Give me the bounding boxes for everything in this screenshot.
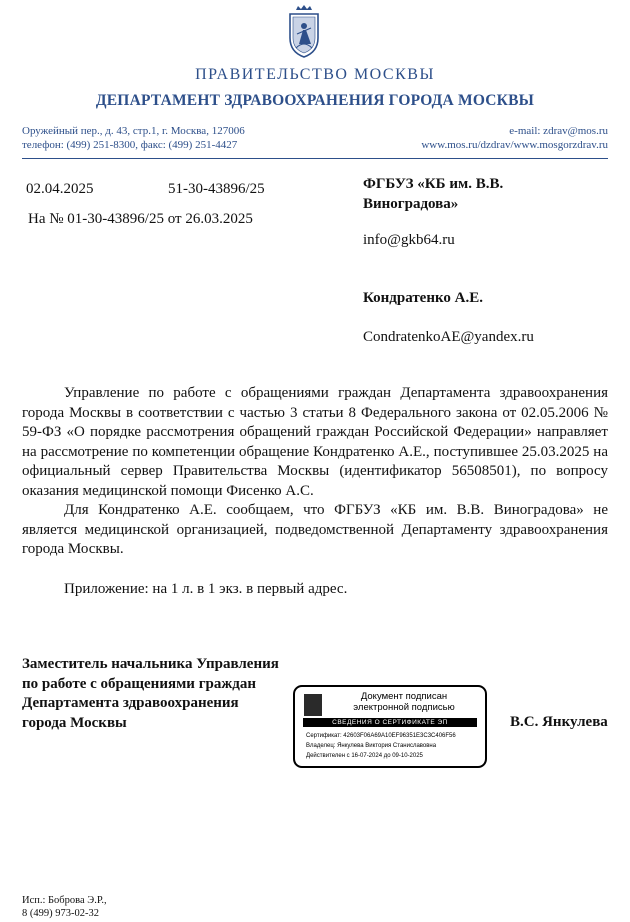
moscow-coat-of-arms-icon: [287, 4, 321, 58]
electronic-signature-stamp: [293, 685, 487, 768]
department-title: ДЕПАРТАМЕНТ ЗДРАВООХРАНЕНИЯ ГОРОДА МОСКВЫ: [95, 92, 535, 109]
reference-number: На № 01-30-43896/25 от 26.03.2025: [28, 211, 253, 227]
stamp-certificate: Сертификат: 42603F06A69A10EF96351E3C3C406F56: [306, 733, 456, 739]
executor-info: [22, 894, 107, 920]
recipient-organization-line: Виноградова»: [363, 196, 459, 212]
signatory-name: В.С. Янкулева: [510, 714, 608, 730]
phone-fax-line: телефон: (499) 251-8300, факс: (499) 251-4427: [22, 139, 238, 151]
signatory-title-line: Департамента здравоохранения: [22, 695, 239, 711]
department-contacts: [421, 124, 608, 152]
recipient-organization: [363, 174, 503, 214]
recipient-person-email: CondratenkoAE@yandex.ru: [363, 329, 534, 345]
recipient-person: Кондратенко А.Е.: [363, 290, 484, 306]
signatory-title-line: Заместитель начальника Управления: [22, 656, 279, 672]
registration-number: 51-30-43896/25: [168, 181, 265, 197]
body-paragraph: Управление по работе с обращениями граждан Департамента здравоохранения города Москвы в соответствии с частью 3 статьи 8 Федерального закона от 02.05.2006 № 59-ФЗ «О порядке рассмотрения обращений граждан Российской Федерации» направляет на рассмотрение по компетенции обращение Кондратенко А.Е., поступившее 25.03.2025 на официальный сервер Правительства Москвы (идентификатор 56508501), по вопросу оказания медицинской помощи Фисенко А.С.: [22, 385, 608, 499]
signatory-title: [22, 655, 322, 733]
signatory-title-line: города Москвы: [22, 714, 127, 731]
recipient-organization-email: info@gkb64.ru: [363, 232, 455, 248]
stamp-heading-line: электронной подписью: [353, 702, 455, 713]
website-line: www.mos.ru/dzdrav/www.mosgorzdrav.ru: [421, 139, 608, 151]
body-paragraph: Для Кондратенко А.Е. сообщаем, что ФГБУЗ «КБ им. В.В. Виноградова» не является медицинской организацией, подведомственной Департаменту здравоохранения города Москвы.: [22, 502, 608, 557]
stamp-validity: Действителен с 16-07-2024 до 09-10-2025: [306, 753, 423, 759]
registration-date: 02.04.2025: [26, 181, 94, 197]
executor-name: Исп.: Боброва Э.Р.,: [22, 895, 107, 906]
email-line: e-mail: zdrav@mos.ru: [509, 125, 608, 137]
stamp-certificate-bar: СВЕДЕНИЯ О СЕРТИФИКАТЕ ЭП: [303, 718, 477, 727]
stamp-emblem-icon: [304, 694, 322, 716]
signatory-title-line: по работе с обращениями граждан: [22, 675, 256, 692]
stamp-heading-line: Документ подписан: [360, 691, 448, 702]
government-title: ПРАВИТЕЛЬСТВО МОСКВЫ: [195, 66, 435, 83]
executor-phone: 8 (499) 973-02-32: [22, 908, 99, 919]
stamp-owner: Владелец: Янкулева Виктория Станиславовна: [306, 743, 437, 749]
stamp-heading: [329, 691, 479, 713]
recipient-organization-line: ФГБУЗ «КБ им. В.В.: [363, 176, 504, 192]
letter-body: [22, 384, 608, 599]
address-line: Оружейный пер., д. 43, стр.1, г. Москва, 127006: [22, 125, 245, 137]
department-address: [22, 124, 245, 152]
attachment-note: Приложение: на 1 л. в 1 экз. в первый адрес.: [64, 580, 348, 597]
header-divider: [22, 158, 608, 159]
